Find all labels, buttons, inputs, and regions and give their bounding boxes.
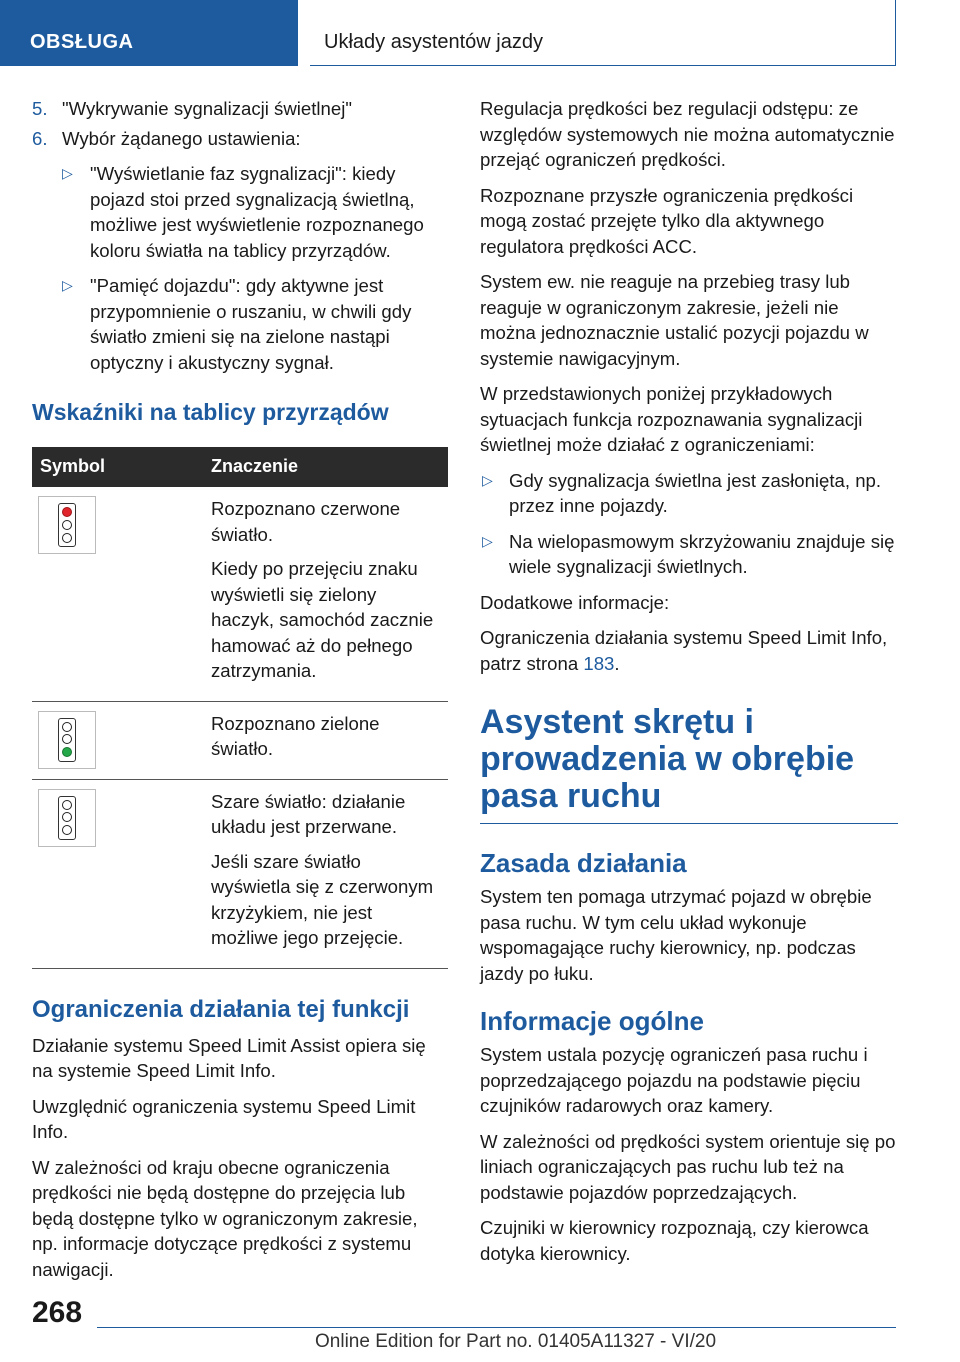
section-heading: Wskaźniki na tablicy przyrządów bbox=[32, 399, 389, 425]
traffic-light-red-icon bbox=[38, 496, 96, 554]
column-header-meaning: Znaczenie bbox=[203, 447, 448, 487]
table-row bbox=[32, 487, 448, 701]
subsection-heading: Informacje ogólne bbox=[480, 1006, 704, 1036]
bullet-text: "Wyświetlanie faz sygnalizacji": kiedy pojazd stoi przed sygnalizacją świetlną, możliwe jest wyświetlenie rozpoznanego koloru światła na tablicy przyrządów. bbox=[90, 163, 424, 261]
list-text: Wybór żądanego ustawienia: bbox=[62, 127, 301, 149]
paragraph: Regulacja prędkości bez regulacji odstępu: ze względów systemowych nie można automatycznie przejąć ograniczeń prędkości. bbox=[480, 98, 895, 170]
right-column bbox=[480, 96, 898, 1276]
paragraph: Czujniki w kierownicy rozpoznają, czy kierowca dotyka kierownicy. bbox=[480, 1217, 869, 1264]
meaning-text: Szare światło: działanie układu jest przerwane. bbox=[211, 790, 406, 837]
page-number: 268 bbox=[32, 1296, 83, 1329]
bullet-text: "Pamięć dojazdu": gdy aktywne jest przypomnienie o ruszaniu, w chwili gdy światło zmieni się na zielone nastąpi optyczny i akustyczny sygnał. bbox=[90, 275, 412, 373]
table-row bbox=[32, 701, 448, 779]
footer-edition: Online Edition for Part no. 01405A11327 - VI/20 bbox=[315, 1331, 717, 1352]
paragraph: System ustala pozycję ograniczeń pasa ruchu i poprzedzającego pojazdu na podstawie pięciu czujników radarowych oraz kamery. bbox=[480, 1044, 868, 1116]
paragraph: System ten pomaga utrzymać pojazd w obrębie pasa ruchu. W tym celu układ wykonuje wspomagające ruchy kierownicy, np. podczas jazdy po łuku. bbox=[480, 886, 872, 984]
list-item bbox=[32, 96, 448, 122]
symbol-cell bbox=[32, 779, 203, 968]
symbol-cell bbox=[32, 487, 203, 701]
triangle-bullet-icon: ▷ bbox=[482, 471, 493, 488]
traffic-light-grey-icon bbox=[38, 789, 96, 847]
traffic-light-green-icon bbox=[38, 711, 96, 769]
bullet-item bbox=[480, 529, 898, 580]
paragraph: W przedstawionych poniżej przykładowych sytuacjach funkcja rozpoznawania sygnalizacji świetlnej może działać z ograniczeniami: bbox=[480, 383, 863, 455]
list-item bbox=[32, 126, 448, 152]
paragraph: Działanie systemu Speed Limit Assist opiera się na systemie Speed Limit Info. bbox=[32, 1034, 426, 1081]
column-header-symbol: Symbol bbox=[32, 447, 203, 487]
meaning-text: Rozpoznano czerwone światło. bbox=[211, 498, 401, 545]
paragraph: W zależności od prędkości system orientuje się po liniach ograniczających pas ruchu lub też na podstawie pojazdów poprzedzających. bbox=[480, 1130, 896, 1203]
footer-divider bbox=[97, 1327, 896, 1328]
meaning-text: Kiedy po przejęciu znaku wyświetli się zielony haczyk, samochód zacznie hamować aż do pełnego zatrzymania. bbox=[211, 558, 434, 681]
meaning-text: Rozpoznano zielone światło. bbox=[211, 712, 380, 759]
list-text: "Wykrywanie sygnalizacji świetlnej" bbox=[62, 98, 352, 119]
chapter-title: Układy asystentów jazdy bbox=[310, 0, 896, 66]
paragraph: Rozpoznane przyszłe ograniczenia prędkości mogą zostać przejęte tylko dla aktywnego regulatora prędkości ACC. bbox=[480, 184, 854, 257]
list-number: 6. bbox=[32, 127, 48, 149]
meaning-cell bbox=[203, 701, 448, 779]
bullet-item bbox=[32, 273, 448, 375]
paragraph: System ew. nie reaguje na przebieg trasy lub reaguje w ograniczonym zakresie, jeżeli nie można jednoznacznie ustalić pozycji pojazdu w systemie nawigacyjnym. bbox=[480, 271, 869, 369]
left-column bbox=[32, 96, 448, 1292]
subsection-heading: Zasada działania bbox=[480, 848, 687, 878]
bullet-text: Na wielopasmowym skrzyżowaniu znajduje się wiele sygnalizacji świetlnych. bbox=[509, 530, 895, 577]
indicator-table bbox=[32, 447, 448, 969]
paragraph bbox=[480, 625, 898, 676]
paragraph: Dodatkowe informacje: bbox=[480, 591, 670, 613]
table-row bbox=[32, 779, 448, 968]
paragraph: Uwzględnić ograniczenia systemu Speed Limit Info. bbox=[32, 1095, 416, 1142]
bullet-item bbox=[32, 161, 448, 263]
paragraph: W zależności od kraju obecne ograniczenia prędkości nie będą dostępne do przejęcia lub będą dostępne tylko w ograniczonym zakresie, np. informacje dotyczące prędkości z systemu nawigacji. bbox=[32, 1156, 418, 1280]
triangle-bullet-icon: ▷ bbox=[62, 277, 73, 293]
triangle-bullet-icon: ▷ bbox=[482, 532, 493, 549]
paragraph-text: Ograniczenia działania systemu Speed Limit Info, patrz strona bbox=[480, 627, 888, 674]
chapter-heading: Asystent skrętu i prowadzenia w obrębie pasa ruchu bbox=[480, 704, 898, 824]
meaning-cell bbox=[203, 487, 448, 701]
section-heading: Ograniczenia działania tej funkcji bbox=[32, 995, 410, 1023]
triangle-bullet-icon: ▷ bbox=[62, 165, 73, 181]
meaning-text: Jeśli szare światło wyświetla się z czerwonym krzyżykiem, nie jest możliwe jego przejęcie. bbox=[211, 850, 434, 948]
bullet-item bbox=[480, 468, 898, 519]
list-number: 5. bbox=[32, 98, 48, 119]
symbol-cell bbox=[32, 701, 203, 779]
page-reference-link[interactable]: 183 bbox=[583, 652, 615, 674]
meaning-cell bbox=[203, 779, 448, 968]
bullet-text: Gdy sygnalizacja świetlna jest zasłonięta, np. przez inne pojazdy. bbox=[509, 469, 882, 516]
section-tab: OBSŁUGA bbox=[0, 0, 298, 66]
table-header-row bbox=[32, 447, 448, 487]
page-header bbox=[0, 0, 960, 66]
paragraph-end: . bbox=[614, 652, 620, 674]
